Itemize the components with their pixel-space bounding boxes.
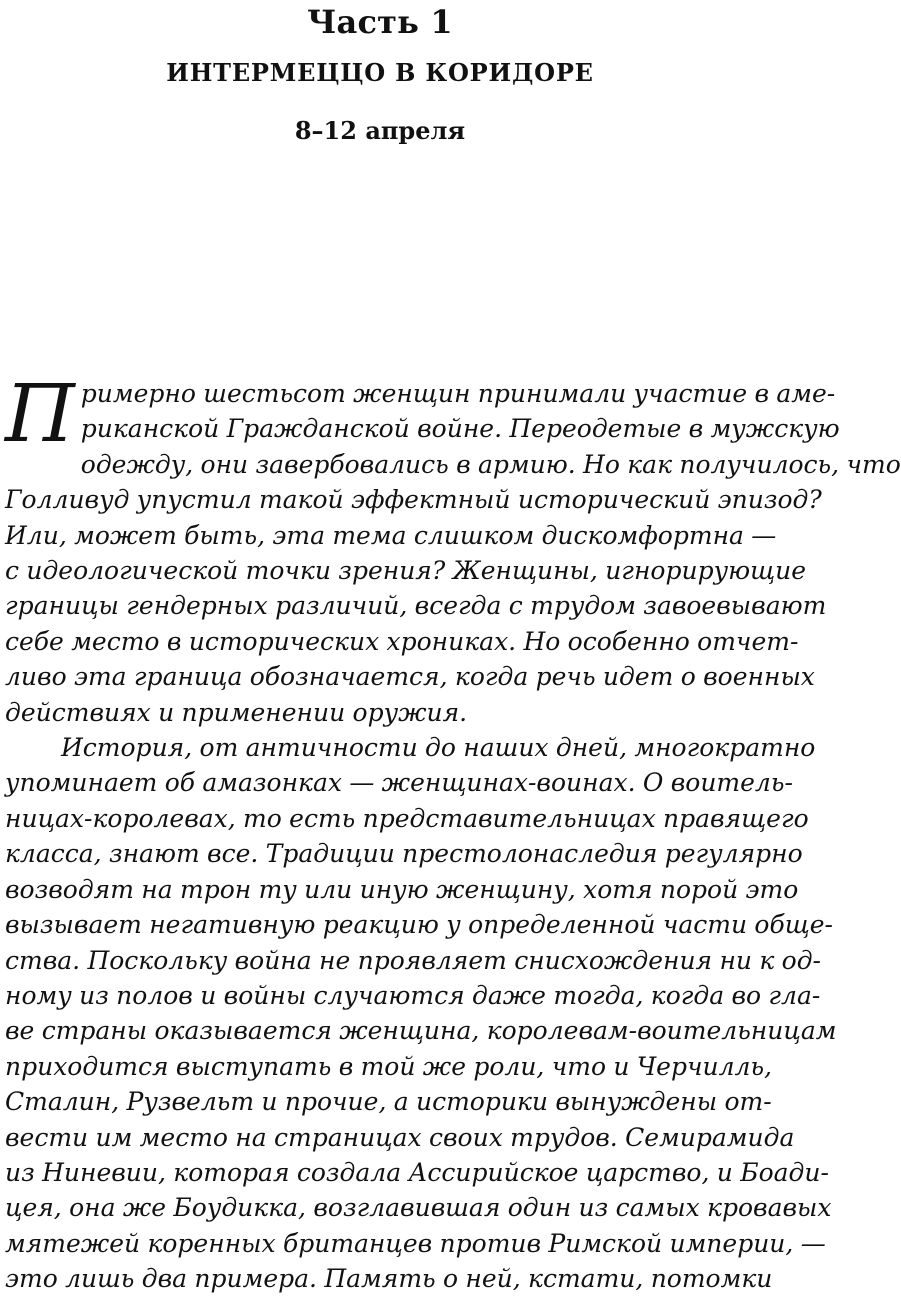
text-line: одежду, они завербовались в армию. Но как получилось, что — [80, 449, 901, 479]
text-line: ному из полов и войны случаются даже тогда, когда во гла- — [5, 980, 821, 1010]
text-line: это лишь два примера. Память о ней, кстати, потомки — [5, 1264, 773, 1294]
text-line: класса, знают все. Традиции престолонаследия регулярно — [5, 839, 803, 869]
chapter-date: 8–12 апреля — [294, 116, 466, 145]
text-line: приходится выступать в той же роли, что и Черчилль, — [5, 1051, 773, 1081]
text-line: Голливуд упустил такой эффектный исторический эпизод? — [5, 485, 822, 515]
text-line: себе место в исторических хрониках. Но особенно отчет- — [5, 626, 799, 656]
part-title: Часть 1 — [307, 3, 453, 41]
text-line: ницах-королевах, то есть представительницах правящего — [5, 803, 809, 833]
text-line: риканской Гражданской войне. Переодетые в мужскую — [80, 414, 840, 444]
text-line: возводят на трон ту или иную женщину, хотя порой это — [5, 874, 799, 904]
chapter-title: ИНТЕРМЕЦЦО В КОРИДОРЕ — [166, 58, 594, 87]
text-line: границы гендерных различий, всегда с трудом завоевывают — [5, 591, 827, 621]
text-line: цея, она же Боудикка, возглавившая один из самых кровавых — [5, 1193, 832, 1223]
text-line: ливо эта граница обозначается, когда речь идет о военных — [5, 662, 815, 692]
text-line: ства. Поскольку война не проявляет снисхождения ни к од- — [5, 945, 821, 975]
text-line: действиях и применении оружия. — [5, 697, 468, 727]
text-line: римерно шестьсот женщин принимали участие в аме- — [80, 379, 836, 408]
text-line: мятежей коренных британцев против Римской империи, — — [5, 1228, 826, 1258]
text-line: из Ниневии, которая создала Ассирийское царство, и Боади- — [5, 1157, 829, 1187]
text-line: История, от античности до наших дней, многократно — [61, 733, 816, 763]
text-line: ве страны оказывается женщина, королевам-воительницам — [5, 1016, 837, 1046]
drop-cap: П — [5, 367, 75, 460]
text-line: вызывает негативную реакцию у определенной части обще- — [5, 910, 834, 940]
text-line: вести им место на страницах своих трудов. Семирамида — [5, 1122, 795, 1152]
text-line: с идеологической точки зрения? Женщины, игнорирующие — [5, 556, 807, 586]
text-line: Или, может быть, эта тема слишком дискомфортна — — [5, 520, 777, 550]
text-line: Сталин, Рузвельт и прочие, а историки вынуждены от- — [5, 1087, 772, 1117]
text-line: упоминает об амазонках — женщинах-воинах. О воитель- — [5, 768, 793, 798]
body-text — [5, 367, 901, 1297]
